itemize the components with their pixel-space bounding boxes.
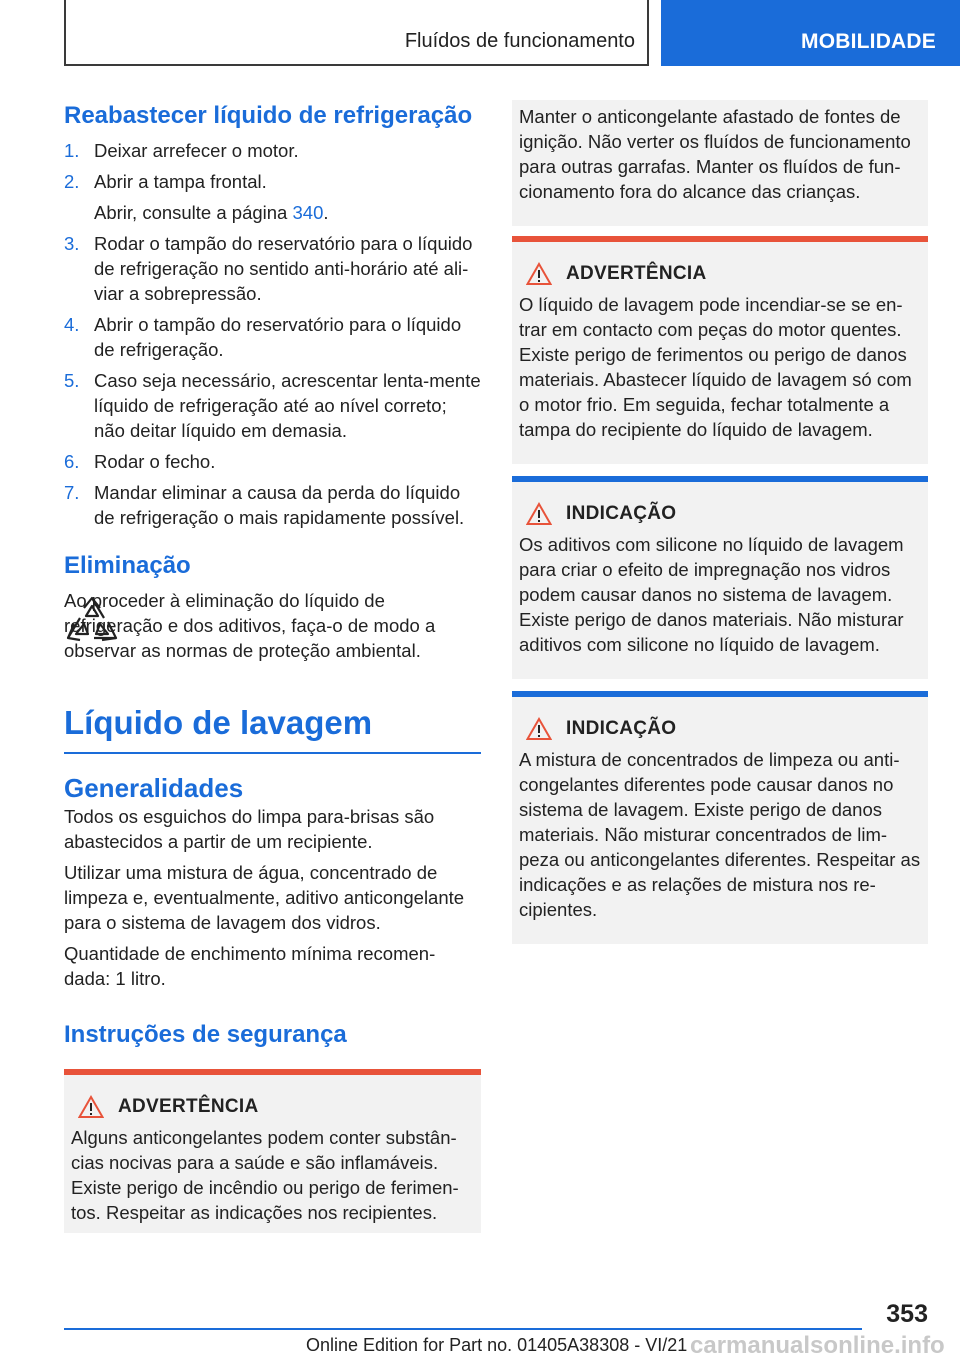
disposal-heading: Eliminação <box>64 552 191 579</box>
notice-box-header <box>519 502 921 526</box>
warning-triangle-icon <box>526 717 552 741</box>
warning-label: ADVERTÊNCIA <box>118 1096 259 1117</box>
general-paragraph: Todos os esguichos do limpa para-brisas são abastecidos a partir de um recipiente. <box>64 806 435 852</box>
list-item: 2. Abrir a tampa frontal. Abrir, consulte a página 340. <box>64 169 481 225</box>
notice-text: Os aditivos com silicone no líquido de lavagem para criar o efeito de impregnação nos vidros podem causar danos no sistema de lavagem. Existe perigo de danos materiais. Não misturar aditivos com silicone no líquido de lavagem. <box>519 534 904 655</box>
general-paragraph: Utilizar uma mistura de água, concentrado de limpeza e, eventualmente, aditivo anticongelante para o sistema de lavagem dos vidros. <box>64 862 465 933</box>
disposal-text: Ao proceder à eliminação do líquido de refrigeração e dos aditivos, faça-o de modo a observar as normas de proteção ambiental. <box>64 590 436 661</box>
list-item: 5. Caso seja necessário, acrescentar lenta-mente líquido de refrigeração até ao nível correto; não deitar líquido em demasia. <box>64 370 481 441</box>
warning-box-header <box>71 1095 474 1119</box>
warning-triangle-icon <box>526 262 552 286</box>
warning-box <box>64 1069 481 1233</box>
warning-text: O líquido de lavagem pode incendiar-se se en-trar em contacto com peças do motor quentes. Existe perigo de ferimentos ou perigo de danos materiais. Abastecer líquido de lavagem só com o motor frio. Em seguida, fechar totalmente a tampa do recipiente do líquido de lavagem. <box>519 294 912 440</box>
list-item: 4. Abrir o tampão do reservatório para o líquido de refrigeração. <box>64 314 462 360</box>
general-paragraph: Quantidade de enchimento mínima recomen-dada: 1 litro. <box>64 943 436 989</box>
warning-box <box>512 236 928 464</box>
page-link[interactable]: 340 <box>292 202 324 223</box>
warning-triangle-icon <box>526 502 552 526</box>
notice-box <box>512 691 928 944</box>
safety-heading: Instruções de segurança <box>64 1021 347 1048</box>
disposal-block <box>64 588 481 668</box>
step-sub-reference: Abrir, consulte a página 340. <box>94 202 329 223</box>
page-number: 353 <box>886 1300 928 1328</box>
washer-fluid-title: Líquido de lavagem <box>64 702 481 754</box>
right-column <box>512 100 928 944</box>
list-item: 6. Rodar o fecho. <box>64 451 216 472</box>
continued-warning-box <box>512 100 928 226</box>
edition-text: Online Edition for Part no. 01405A38308 - VI/21 <box>306 1335 688 1355</box>
notice-box-header <box>519 717 921 741</box>
footer-divider <box>64 1328 862 1330</box>
warning-label: ADVERTÊNCIA <box>566 263 707 284</box>
notice-label: INDICAÇÃO <box>566 718 677 739</box>
list-item: 1. Deixar arrefecer o motor. <box>64 140 299 161</box>
refill-steps-list <box>64 138 481 530</box>
warning-box-header <box>519 262 921 286</box>
notice-box <box>512 476 928 679</box>
refill-heading: Reabastecer líquido de refrigeração <box>64 102 473 129</box>
watermark: carmanualsonline.info <box>690 1332 945 1359</box>
section-title: Fluídos de funcionamento <box>404 30 635 52</box>
list-item: 3. Rodar o tampão do reservatório para o líquido de refrigeração no sentido anti-horário até ali-viar a sobrepressão. <box>64 233 473 304</box>
chapter-badge-label: MOBILIDADE <box>801 30 936 53</box>
continued-text: Manter o anticongelante afastado de fontes de ignição. Não verter os fluídos de funcionamento para outras garrafas. Manter os fluídos de fun-cionamento fora do alcance das crianças. <box>519 106 911 202</box>
general-heading: Generalidades <box>64 773 244 803</box>
notice-text: A mistura de concentrados de limpeza ou anti-congelantes diferentes pode causar danos no sistema de lavagem. Existe perigo de danos materiais. Não misturar concentrados de lim-peza ou anticongelantes diferentes. Respeitar as indicações e as relações de mistura nos re-cipientes. <box>519 749 921 920</box>
warning-triangle-icon <box>78 1095 104 1119</box>
header-section-box <box>64 0 649 66</box>
notice-label: INDICAÇÃO <box>566 503 677 524</box>
recycle-icon <box>64 594 120 650</box>
chapter-badge <box>661 0 960 66</box>
left-column <box>64 100 481 1233</box>
list-item: 7. Mandar eliminar a causa da perda do líquido de refrigeração o mais rapidamente possível. <box>64 482 465 528</box>
warning-text: Alguns anticongelantes podem conter substân-cias nocivas para a saúde e são inflamáveis. Existe perigo de incêndio ou perigo de ferimen-tos. Respeitar as indicações nos recipientes. <box>71 1127 459 1223</box>
